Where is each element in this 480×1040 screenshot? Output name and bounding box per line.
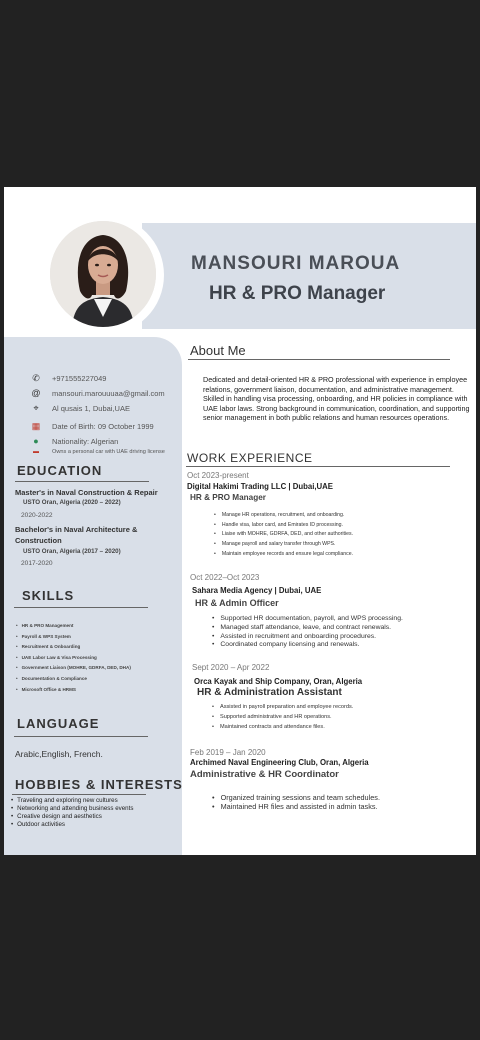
skill-item: • Recruitment & Onboarding (16, 644, 131, 655)
resume-page (4, 187, 476, 855)
phone-icon: ✆ (32, 373, 40, 383)
job-duties (212, 704, 353, 734)
duty-item: • Manage HR operations, recruitment, and onboarding. (214, 512, 353, 522)
hobby-item: • Traveling and exploring new cultures (11, 797, 133, 805)
candidate-name: MANSOURI MAROUA (191, 253, 401, 274)
contact-address: ⌖ Al qusais 1, Dubai,UAE (30, 403, 130, 414)
education-school: USTO Oran, Algeria (2020 – 2022) (23, 499, 121, 506)
contact-phone: ✆ +971555227049 (30, 373, 106, 384)
duty-item: • Managed staff attendance, leave, and contract renewals. (212, 624, 403, 633)
avatar (50, 221, 156, 327)
hobby-item: • Outdoor activities (11, 821, 133, 829)
portrait-image (50, 221, 156, 327)
about-text: Dedicated and detail-oriented HR & PRO professional with experience in employee relations, government liaison, documentation, and administrative management. Skilled in handling visa processing, onboarding, and HR policies in compliance with UAE labor laws. Strong background in communication, coordination, and supporting senior management in both public relations and human resources operations. (203, 375, 470, 423)
education-years: 2020-2022 (21, 512, 53, 519)
work-divider (186, 466, 450, 467)
contact-license: ▬ Owns a personal car with UAE driving license (30, 449, 165, 455)
skill-item: • Microsoft Office & HRMS (16, 687, 131, 698)
language-text: Arabic,English, French. (15, 749, 103, 759)
hobby-item: • Creative design and aesthetics (11, 813, 133, 821)
skill-item: • HR & PRO Management (16, 623, 131, 634)
language-title: LANGUAGE (17, 716, 100, 731)
skill-item: • UAE Labor Law & Visa Processing (16, 655, 131, 666)
duty-item: • Liaise with MOHRE, GDRFA, DED, and other authorities. (214, 531, 353, 541)
at-icon: @ (31, 388, 41, 398)
about-title: About Me (190, 343, 246, 358)
calendar-icon: ▦ (31, 421, 41, 431)
education-title: EDUCATION (17, 463, 103, 478)
duty-item: • Coordinated company licensing and renewals. (212, 641, 403, 650)
duty-item: • Organized training sessions and team schedules. (212, 793, 380, 802)
education-divider (15, 481, 149, 482)
flag-icon: ● (33, 436, 39, 446)
job-date: Feb 2019 – Jan 2020 (190, 748, 266, 757)
job-company: Digital Hakimi Trading LLC | Dubai,UAE (187, 482, 334, 491)
header-band (142, 223, 476, 329)
duty-item: • Manage payroll and salary transfer through WPS. (214, 541, 353, 551)
contact-email: @ mansouri.marouuuaa@gmail.com (31, 388, 165, 398)
education-degree: Bachelor's in Naval Architecture & Construction (15, 525, 138, 545)
job-role: Administrative & HR Coordinator (190, 769, 339, 780)
job-date: Oct 2022–Oct 2023 (190, 573, 260, 582)
education-degree: Master's in Naval Construction & Repair (15, 488, 158, 497)
duty-item: • Maintained HR files and assisted in admin tasks. (212, 802, 380, 811)
hobbies-title: HOBBIES & INTERESTS (15, 777, 183, 792)
language-divider (14, 736, 148, 737)
location-icon: ⌖ (33, 403, 39, 413)
duty-item: • Supported HR documentation, payroll, and WPS processing. (212, 615, 403, 624)
duty-item: • Handle visa, labor card, and Emirates ID processing. (214, 522, 353, 532)
skill-item: • Government Liaison (MOHRE, GDRFA, DED, DHA) (16, 665, 131, 676)
job-duties (212, 793, 380, 811)
duty-item: • Assisted in payroll preparation and employee records. (212, 704, 353, 714)
job-role: HR & Administration Assistant (197, 687, 342, 698)
job-role: HR & PRO Manager (190, 493, 266, 502)
duty-item: • Supported administrative and HR operations. (212, 714, 353, 724)
skill-item: • Documentation & Compliance (16, 676, 131, 687)
job-date: Sept 2020 – Apr 2022 (192, 663, 270, 672)
job-duties (214, 512, 353, 560)
education-school: USTO Oran, Algeria (2017 – 2020) (23, 548, 121, 555)
work-title: WORK EXPERIENCE (187, 451, 313, 465)
job-company: Orca Kayak and Ship Company, Oran, Algeria (194, 677, 363, 686)
job-company: Archimed Naval Engineering Club, Oran, Algeria (190, 758, 369, 767)
duty-item: • Maintained contracts and attendance files. (212, 724, 353, 734)
job-company: Sahara Media Agency | Dubai, UAE (192, 586, 322, 595)
job-date: Oct 2023-present (187, 471, 249, 480)
education-years: 2017-2020 (21, 560, 53, 567)
skills-title: SKILLS (22, 588, 75, 603)
job-duties (212, 615, 403, 650)
car-icon: ▬ (33, 449, 39, 455)
duty-item: • Assisted in recruitment and onboarding procedures. (212, 633, 403, 642)
skill-item: • Payroll & WPS System (16, 634, 131, 645)
duty-item: • Maintain employee records and ensure legal compliance. (214, 551, 353, 561)
contact-nationality: ● Nationality: Algerian (30, 436, 118, 446)
job-role: HR & Admin Officer (195, 598, 279, 608)
candidate-role: HR & PRO Manager (209, 283, 386, 304)
hobbies-divider (12, 794, 146, 795)
skills-list (16, 623, 131, 697)
about-divider (188, 359, 450, 360)
skills-divider (14, 607, 148, 608)
hobbies-list (11, 797, 133, 829)
contact-dob: ▦ Date of Birth: 09 October 1999 (31, 421, 154, 431)
hobby-item: • Networking and attending business events (11, 805, 133, 813)
